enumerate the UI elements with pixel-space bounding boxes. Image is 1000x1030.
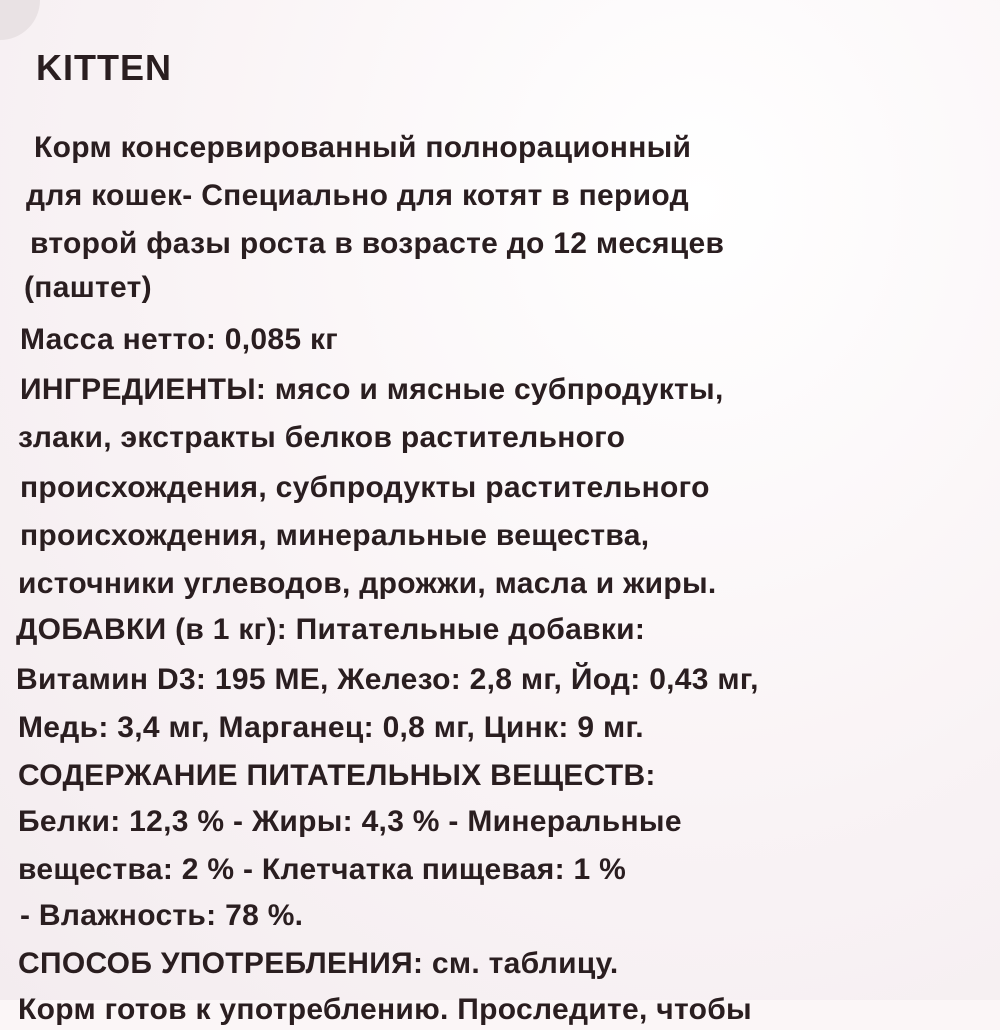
text-line: Корм готов к употреблению. Проследите, чтобы: [18, 993, 752, 1026]
text-line: Корм консервированный полнорационный: [34, 131, 692, 164]
text-line: Витамин D3: 195 МЕ, Железо: 2,8 мг, Йод: 0,43 мг,: [16, 663, 759, 696]
text-line: Белки: 12,3 % - Жиры: 4,3 % - Минеральные: [18, 805, 682, 838]
additives-heading-line: ДОБАВКИ (в 1 кг): Питательные добавки:: [16, 613, 646, 646]
ingredients-heading-line: ИНГРЕДИЕНТЫ: мясо и мясные субпродукты,: [20, 373, 724, 406]
net-weight: Масса нетто: 0,085 кг: [20, 323, 339, 356]
label-corner: [0, 0, 40, 40]
usage-heading-line: СПОСОБ УПОТРЕБЛЕНИЯ: см. таблицу.: [18, 947, 619, 980]
text-line: источники углеводов, дрожжи, масла и жиры.: [18, 567, 717, 600]
text-line: Медь: 3,4 мг, Марганец: 0,8 мг, Цинк: 9 мг.: [18, 711, 644, 744]
product-title: KITTEN: [36, 47, 172, 88]
text-line: происхождения, субпродукты растительного: [20, 471, 710, 504]
text-line: для кошек- Специально для котят в период: [26, 179, 689, 212]
text-line: (паштет): [24, 271, 152, 304]
text-line: происхождения, минеральные вещества,: [20, 519, 650, 552]
text-line: - Влажность: 78 %.: [20, 899, 304, 932]
text-line: вещества: 2 % - Клетчатка пищевая: 1 %: [18, 853, 627, 886]
text-line: злаки, экстракты белков растительного: [18, 421, 626, 454]
nutrients-heading-line: СОДЕРЖАНИЕ ПИТАТЕЛЬНЫХ ВЕЩЕСТВ:: [18, 759, 656, 792]
text-line: второй фазы роста в возрасте до 12 месяцев: [30, 227, 725, 260]
